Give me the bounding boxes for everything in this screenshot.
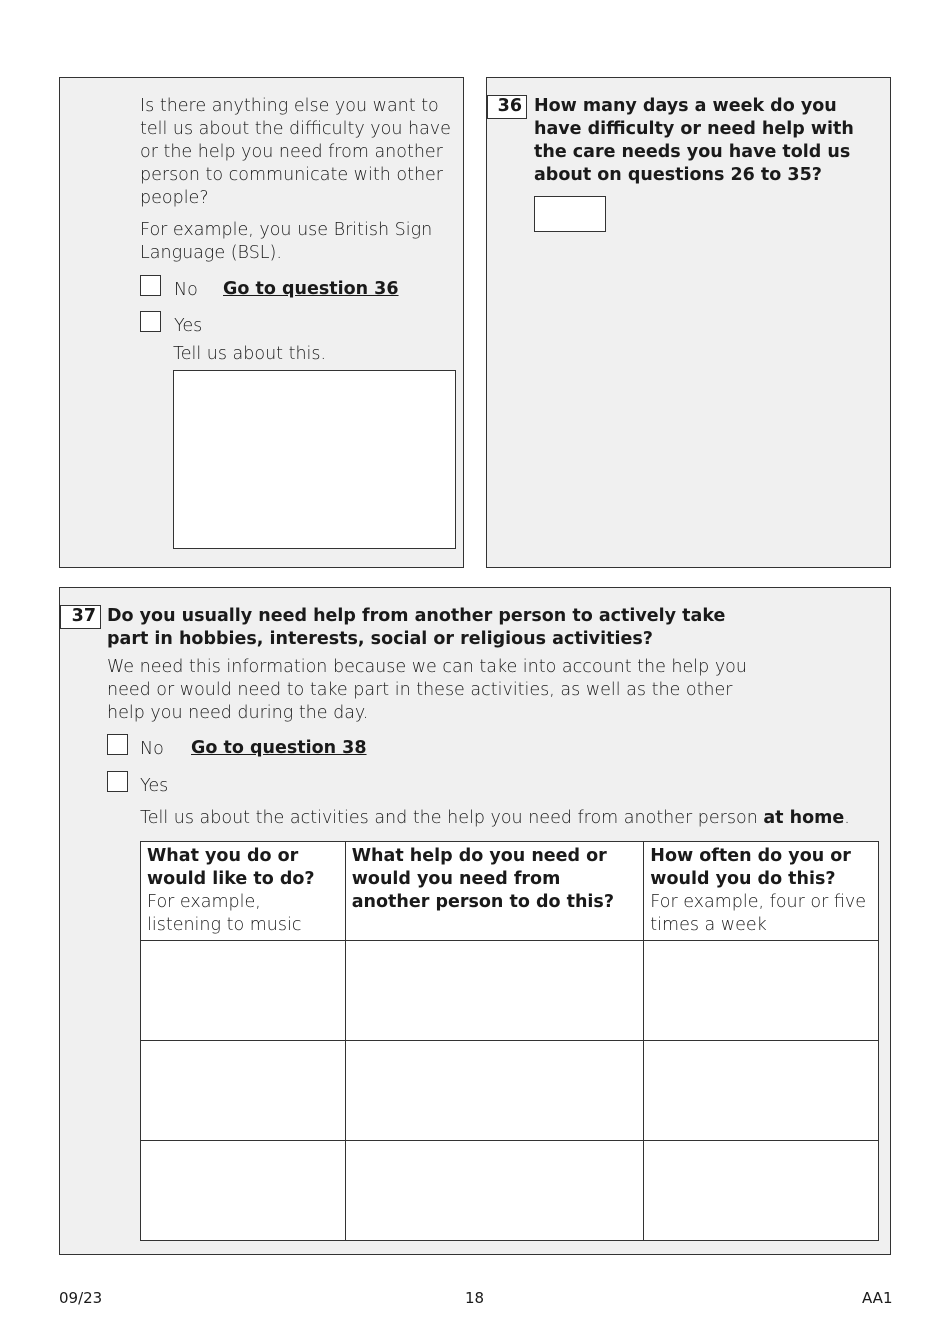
q36-question: How many days a week do you have difficulty or need help with the care needs you have told us about on questions 26 to 35?: [534, 96, 854, 185]
q35-panel: [59, 77, 464, 568]
q36-panel: [486, 77, 891, 568]
column-frequency-example: For example, four or five times a week: [650, 892, 866, 935]
activity-cell[interactable]: [141, 941, 346, 1041]
q35-no-checkbox[interactable]: [140, 275, 161, 296]
q35-tell-us: Tell us about this.: [173, 344, 327, 364]
column-frequency-heading: How often do you or would you do this?: [650, 846, 851, 889]
q37-panel: [59, 587, 891, 1255]
q37-number: 37: [60, 605, 101, 629]
help-cell[interactable]: [345, 941, 644, 1041]
q37-instruction: [140, 807, 880, 830]
q37-no-label: No: [140, 739, 164, 759]
table-row: [141, 941, 879, 1041]
activity-cell[interactable]: [141, 1141, 346, 1241]
q37-instruction-text: Tell us about the activities and the help you need from another person: [140, 808, 764, 828]
frequency-cell[interactable]: [644, 941, 879, 1041]
column-activity-heading: What you do or would like to do?: [147, 846, 315, 889]
table-row: [141, 1041, 879, 1141]
q35-question: Is there anything else you want to tell us about the difficulty you have or the help you need from another person to communicate with other people?: [140, 96, 451, 208]
footer-date: 09/23: [59, 1289, 103, 1307]
q37-no-goto: Go to question 38: [191, 738, 367, 758]
frequency-cell[interactable]: [644, 1041, 879, 1141]
q37-instruction-end: .: [844, 808, 850, 828]
help-cell[interactable]: [345, 1141, 644, 1241]
footer-page-number: 18: [465, 1289, 485, 1307]
q37-instruction-bold: at home: [763, 808, 845, 828]
q35-no-goto: Go to question 36: [223, 279, 399, 299]
q37-yes-checkbox[interactable]: [107, 771, 128, 792]
q35-yes-label: Yes: [174, 316, 203, 336]
table-header-row: [141, 842, 879, 941]
frequency-cell[interactable]: [644, 1141, 879, 1241]
column-help-heading: What help do you need or would you need from another person to do this?: [351, 846, 614, 912]
q37-question: Do you usually need help from another person to actively take part in hobbies, interests, social or religious activities?: [107, 606, 726, 649]
column-activity-example: For example, listening to music: [147, 892, 302, 935]
activities-table: [140, 841, 879, 1241]
q35-no-label: No: [174, 280, 198, 300]
q35-details-field[interactable]: [173, 370, 456, 549]
q37-no-checkbox[interactable]: [107, 734, 128, 755]
footer-form-code: AA1: [862, 1289, 893, 1307]
column-header-frequency: [644, 842, 879, 941]
activity-cell[interactable]: [141, 1041, 346, 1141]
q35-example: For example, you use British Sign Language (BSL).: [140, 220, 433, 263]
q36-number: 36: [487, 95, 527, 119]
column-header-help: [345, 842, 644, 941]
q37-yes-label: Yes: [140, 776, 169, 796]
table-row: [141, 1141, 879, 1241]
help-cell[interactable]: [345, 1041, 644, 1141]
q37-explanation: We need this information because we can take into account the help you need or would need to take part in these activities, as well as the other help you need during the day.: [107, 657, 747, 723]
q35-yes-checkbox[interactable]: [140, 311, 161, 332]
q36-days-field[interactable]: [534, 196, 606, 232]
column-header-activity: [141, 842, 346, 941]
